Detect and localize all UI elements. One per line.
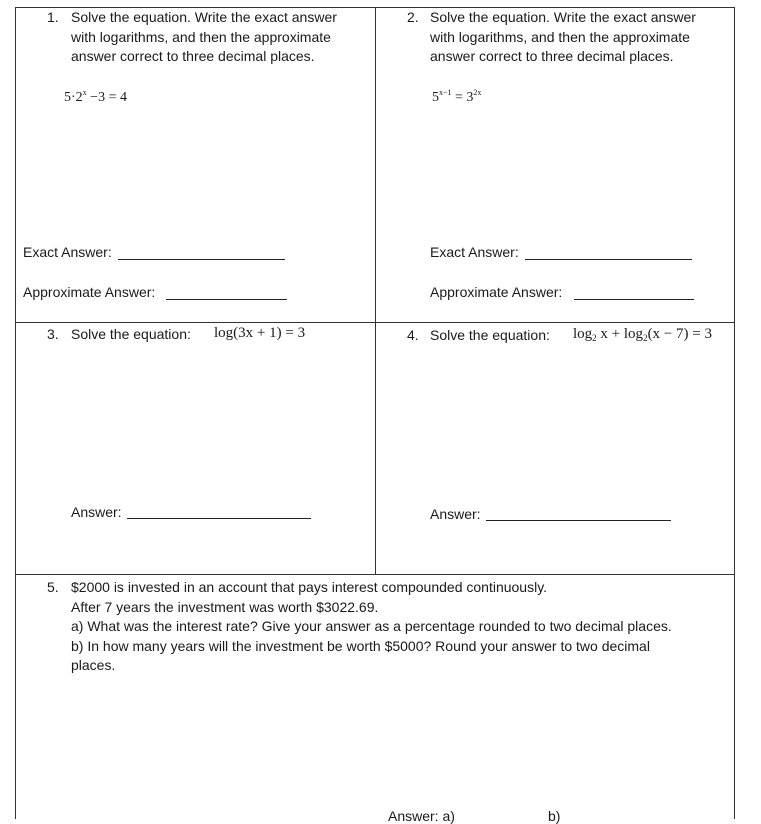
q5-number: 5. (47, 579, 59, 595)
q1-approx-label: Approximate Answer: (23, 284, 156, 300)
q4-prompt: Solve the equation: (430, 327, 550, 343)
q4-number: 4. (407, 327, 419, 343)
q2-line2: with logarithms, and then the approximate (430, 28, 690, 45)
q2-exact-answer-line[interactable] (525, 259, 692, 260)
q2-approx-label: Approximate Answer: (430, 284, 563, 300)
q5-answer-label-a: Answer: a) (388, 808, 455, 824)
q1-eq-base: 5·2 (64, 90, 83, 105)
q1-eq-exponent: x (82, 88, 87, 97)
row-divider-2 (15, 574, 735, 575)
q1-eq-rest: −3 = 4 (86, 90, 127, 105)
q4-eq-end: (x − 7) = 3 (647, 326, 712, 342)
q2-line1: Solve the equation. Write the exact answer (430, 9, 696, 25)
q3-answer-line[interactable] (127, 518, 311, 519)
q4-eq-mid: x + log (596, 326, 644, 342)
q3-answer-label: Answer: (71, 504, 122, 520)
q2-instructions (430, 8, 696, 67)
q5-line3: a) What was the interest rate? Give your answer as a percentage rounded to two decimal places. (71, 618, 672, 634)
q4-equation (573, 326, 712, 343)
q1-approx-answer-line[interactable] (166, 299, 287, 300)
column-divider (375, 7, 376, 574)
q1-number: 1. (47, 9, 59, 25)
q5-line5: places. (71, 657, 116, 673)
q1-equation (64, 88, 127, 106)
q1-line1: Solve the equation. Write the exact answer (71, 9, 337, 25)
q2-eq-base2: = 3 (451, 90, 474, 105)
q4-answer-line[interactable] (486, 520, 671, 521)
q1-line2: with logarithms, and then the approximate (71, 28, 331, 45)
q2-exact-label: Exact Answer: (430, 244, 519, 260)
q4-eq-base1: 2 (592, 333, 597, 343)
q3-prompt: Solve the equation: (71, 326, 191, 342)
q1-line3: answer correct to three decimal places. (71, 48, 315, 64)
q2-line3: answer correct to three decimal places. (430, 48, 674, 64)
q1-instructions (71, 8, 337, 67)
q3-equation: log(3x + 1) = 3 (214, 325, 306, 341)
q5-text (71, 578, 672, 676)
q2-eq-exponent1: x−1 (439, 88, 452, 97)
q5-line4: b) In how many years will the investment be worth $5000? Round your answer to two decimal (71, 637, 650, 654)
q5-line1: $2000 is invested in an account that pays interest compounded continuously. (71, 579, 548, 595)
q2-number: 2. (407, 9, 419, 25)
q5-line2: After 7 years the investment was worth $3022.69. (71, 598, 379, 615)
q4-eq-log1: log (573, 326, 593, 342)
q2-eq-exponent2: 2x (473, 88, 482, 97)
q2-eq-base1: 5 (432, 90, 439, 105)
q4-answer-label: Answer: (430, 506, 481, 522)
q2-approx-answer-line[interactable] (574, 299, 694, 300)
row-divider-1 (15, 322, 735, 323)
q1-exact-answer-line[interactable] (118, 259, 285, 260)
q5-answer-label-b: b) (548, 808, 561, 824)
q3-number: 3. (47, 326, 59, 342)
q2-equation (432, 88, 481, 106)
q4-eq-base2: 2 (643, 333, 648, 343)
q1-exact-label: Exact Answer: (23, 244, 112, 260)
